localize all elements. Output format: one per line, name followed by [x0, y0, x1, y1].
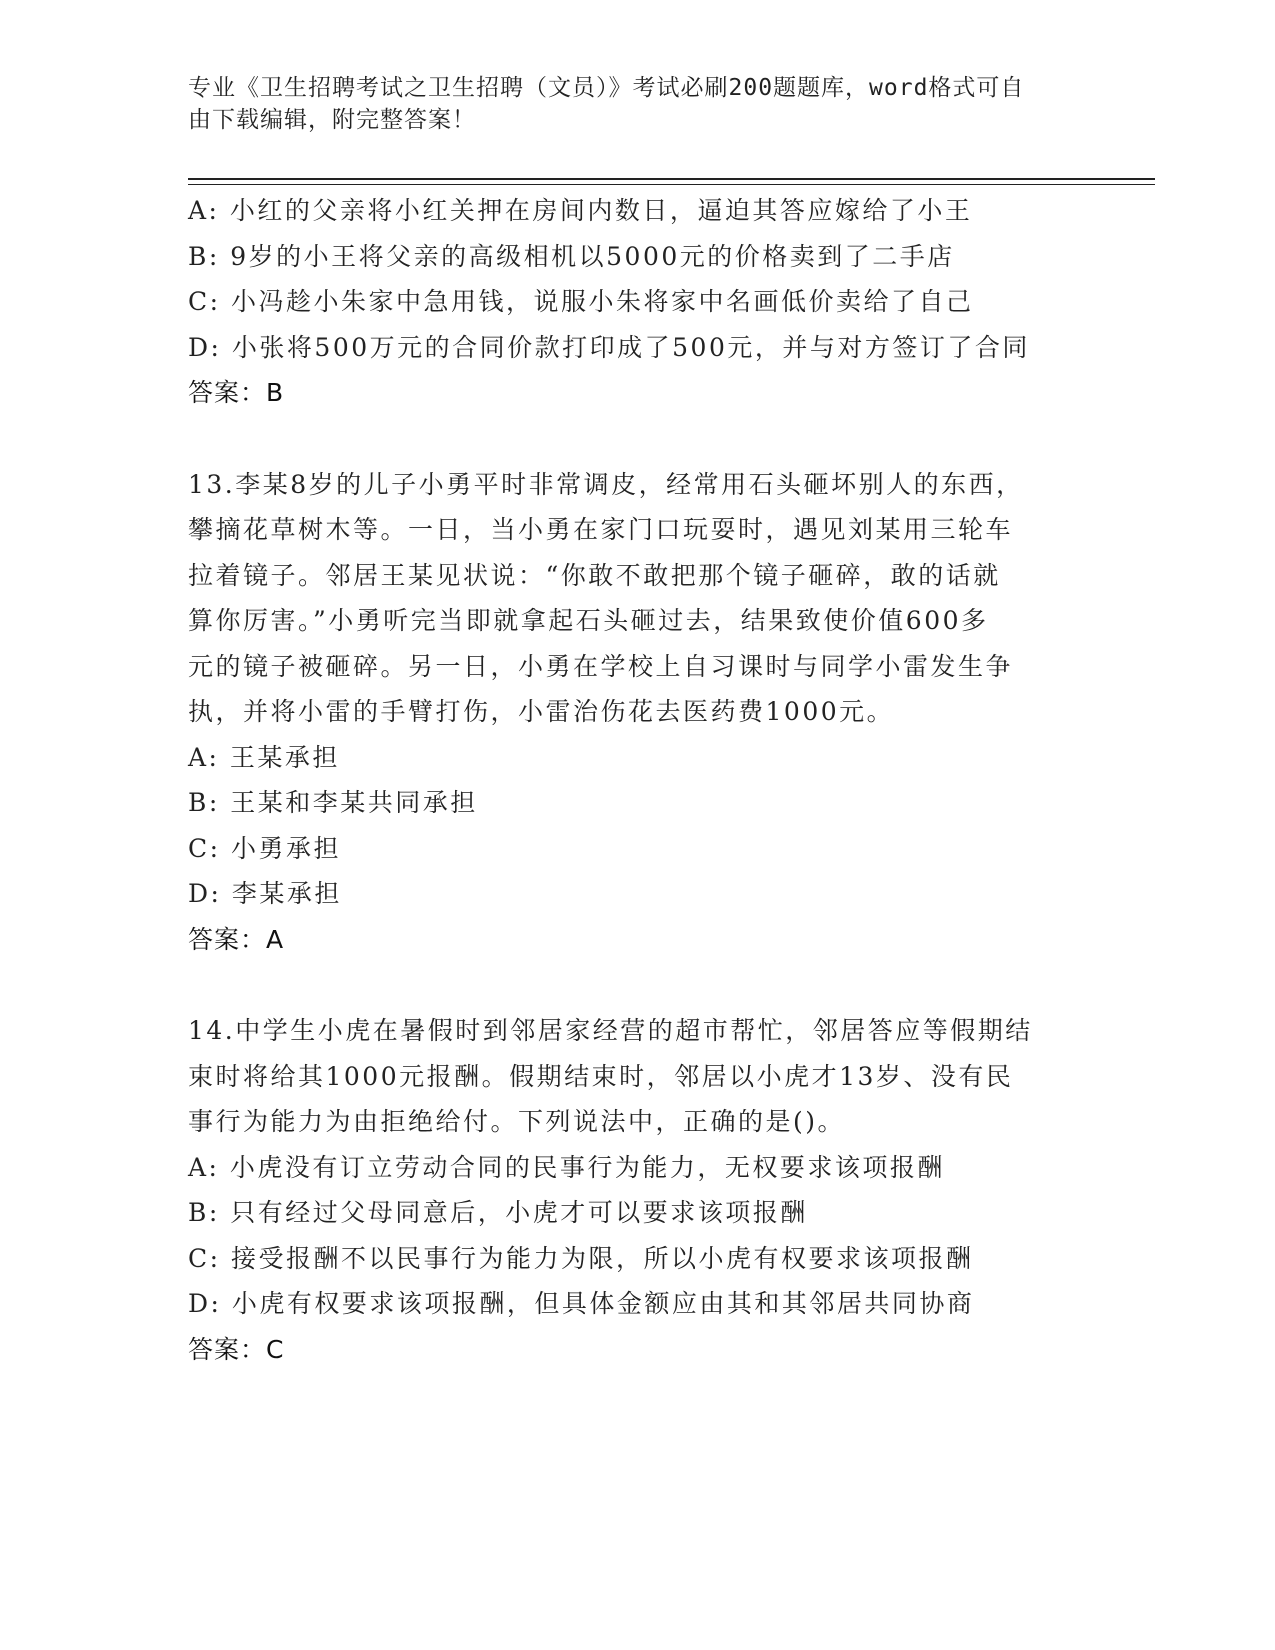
question-stem-line: 执，并将小雷的手臂打伤，小雷治伤花去医药费1000元。: [188, 697, 895, 726]
question-stem-line: 攀摘花草树木等。一日，当小勇在家门口玩耍时，遇见刘某用三轮车: [188, 515, 1014, 544]
option-d: D: 小虎有权要求该项报酬，但具体金额应由其和其邻居共同协商: [188, 1289, 975, 1318]
option-a: A: 小虎没有订立劳动合同的民事行为能力，无权要求该项报酬: [188, 1152, 945, 1182]
question-12: [188, 188, 1088, 416]
question-14: [188, 1008, 1088, 1372]
option-b: B: 王某和李某共同承担: [188, 788, 478, 817]
header-title-line-1: 专业《卫生招聘考试之卫生招聘（文员）》考试必刷200题题库，word格式可自: [188, 75, 1025, 101]
answer-line: 答案：A: [188, 924, 285, 954]
question-stem-line: 元的镜子被砸碎。另一日，小勇在学校上自习课时与同学小雷发生争: [188, 651, 1014, 681]
question-gap: [188, 962, 1088, 1008]
question-gap: [188, 416, 1088, 462]
option-b: B: 只有经过父母同意后，小虎才可以要求该项报酬: [188, 1198, 808, 1227]
question-stem-line: 算你厉害。”小勇听完当即就拿起石头砸过去，结果致使价值600多: [188, 606, 989, 635]
question-list: [188, 188, 1088, 1372]
option-c: C: 接受报酬不以民事行为能力为限，所以小虎有权要求该项报酬: [188, 1243, 974, 1273]
question-stem-line: 14.中学生小虎在暑假时到邻居家经营的超市帮忙，邻居答应等假期结: [188, 1016, 1033, 1045]
answer-line: 答案：C: [188, 1334, 285, 1364]
option-c: C: 小冯趁小朱家中急用钱，说服小朱将家中名画低价卖给了自己: [188, 287, 974, 316]
option-b: B: 9岁的小王将父亲的高级相机以5000元的价格卖到了二手店: [188, 241, 955, 271]
option-c: C: 小勇承担: [188, 833, 341, 863]
answer-line: 答案：B: [188, 378, 285, 407]
header-divider-thick: [188, 178, 1155, 180]
question-stem-line: 事行为能力为由拒绝给付。下列说法中，正确的是()。: [188, 1107, 846, 1136]
document-header: [188, 72, 1078, 136]
option-d: D: 李某承担: [188, 879, 342, 908]
option-d: D: 小张将500万元的合同价款打印成了500元，并与对方签订了合同: [188, 332, 1030, 362]
question-13: [188, 462, 1088, 963]
header-divider-thin: [188, 184, 1155, 185]
question-stem-line: 13.李某8岁的儿子小勇平时非常调皮，经常用石头砸坏别人的东西，: [188, 469, 1024, 499]
question-stem-line: 拉着镜子。邻居王某见状说：“你敢不敢把那个镜子砸碎，敢的话就: [188, 560, 1001, 590]
question-stem-line: 束时将给其1000元报酬。假期结束时，邻居以小虎才13岁、没有民: [188, 1061, 1014, 1091]
option-a: A: 王某承担: [188, 742, 340, 772]
header-title-line-2: 由下载编辑，附完整答案！: [188, 107, 476, 133]
option-a: A: 小红的父亲将小红关押在房间内数日，逼迫其答应嫁给了小王: [188, 196, 973, 225]
